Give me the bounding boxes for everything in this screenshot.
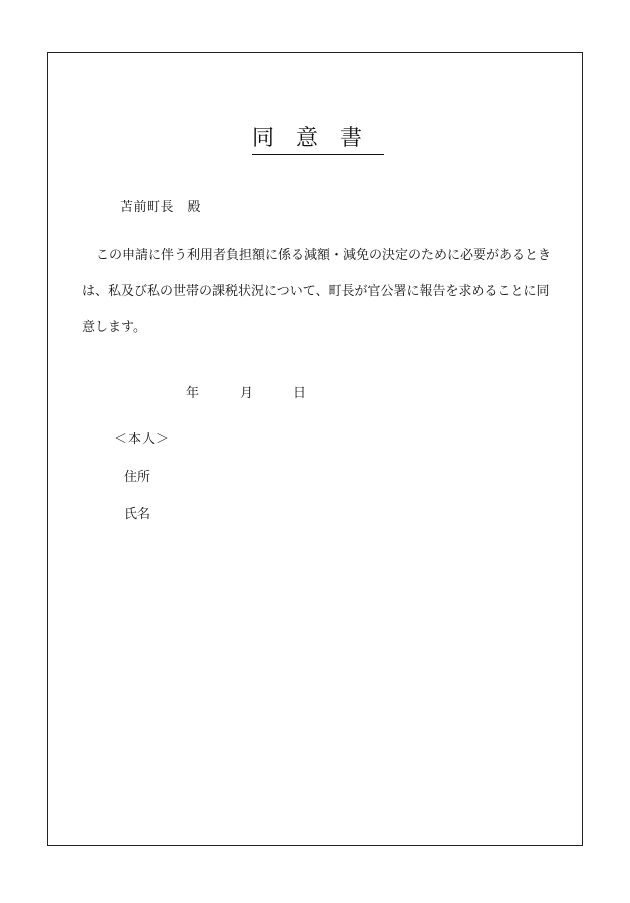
applicant-heading: ＜本人＞ [114,432,171,447]
consent-body [82,238,552,346]
document-title [0,126,630,155]
date-month-label: 月 [240,386,254,401]
document-border [47,52,583,846]
date-year-label: 年 [186,386,200,401]
name-label: 氏名 [124,507,151,522]
consent-body-line: は、私及び私の世帯の課税状況について、町長が官公署に報告を求めることに同 [82,284,550,299]
date-day-label: 日 [293,386,307,401]
document-title-text: 同意書 [252,126,384,155]
address-label: 住所 [124,470,151,485]
consent-body-line: この申請に伴う利用者負担額に係る減額・減免の決定のために必要があるとき [96,248,552,263]
addressee: 苫前町長 殿 [120,200,202,215]
consent-body-line: 意します。 [82,320,146,335]
